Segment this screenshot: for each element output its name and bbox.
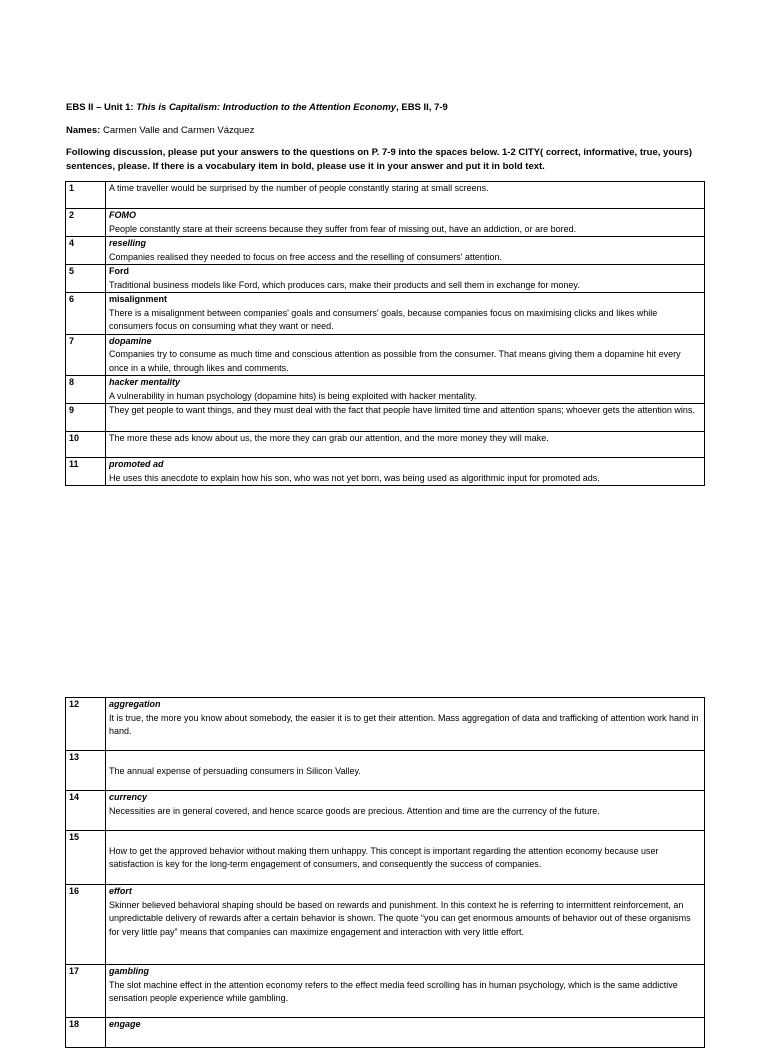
answer-cell — [106, 404, 705, 432]
vocab-term — [109, 831, 701, 845]
vocab-term: effort — [109, 886, 132, 896]
table-row — [66, 334, 705, 376]
answer-text: The more these ads know about us, the more they can grab our attention, and the more money they will make. — [109, 433, 549, 443]
answer-cell — [106, 334, 705, 376]
answers-table-2 — [65, 697, 705, 1048]
table-row — [66, 751, 705, 791]
answer-cell — [106, 209, 705, 237]
answer-cell — [106, 265, 705, 293]
answer-cell — [106, 1018, 705, 1048]
answer-cell — [106, 831, 705, 885]
answer-text: The slot machine effect in the attention economy refers to the effect media feed scrolling has in human psychology, which is the same addictive sensation people experience while gambling. — [109, 979, 678, 1003]
answer-cell — [106, 885, 705, 965]
answer-text: Traditional business models like Ford, which produces cars, make their products and sell them in exchange for money. — [109, 279, 580, 290]
row-number: 1 — [66, 182, 106, 209]
table-row — [66, 237, 705, 265]
table-row — [66, 293, 705, 335]
vocab-term: promoted ad — [109, 459, 164, 469]
vocab-term: FOMO — [109, 210, 136, 220]
row-number: 16 — [66, 885, 106, 965]
answer-cell — [106, 698, 705, 751]
row-number: 4 — [66, 237, 106, 265]
answer-text: He uses this anecdote to explain how his son, who was not yet born, was being used as algorithmic input for promoted ads. — [109, 472, 600, 483]
row-number: 10 — [66, 432, 106, 458]
table-row — [66, 965, 705, 1018]
answer-text: They get people to want things, and they must deal with the fact that people have limited time and attention spans; whoever gets the attention wins. — [109, 405, 695, 415]
answer-text: It is true, the more you know about somebody, the easier it is to get their attention. Mass aggregation of data and trafficking of attention work hand in hand. — [109, 712, 699, 736]
answer-cell — [106, 293, 705, 335]
answer-text: How to get the approved behavior without making them unhappy. This concept is important regarding the attention economy because user satisfaction is key for the long-term engagement of consumers, and consequently the success of companies. — [109, 845, 659, 869]
row-number: 5 — [66, 265, 106, 293]
row-number: 17 — [66, 965, 106, 1018]
answer-text: A vulnerability in human psychology (dopamine hits) is being exploited with hacker mentality. — [109, 390, 477, 401]
table-row — [66, 376, 705, 404]
table-row — [66, 791, 705, 831]
row-number: 8 — [66, 376, 106, 404]
answer-cell — [106, 965, 705, 1018]
row-number: 12 — [66, 698, 106, 751]
title-suffix: , EBS II, 7-9 — [396, 102, 448, 113]
row-number: 14 — [66, 791, 106, 831]
vocab-term: aggregation — [109, 699, 161, 709]
table-row — [66, 182, 705, 209]
answer-text: Skinner believed behavioral shaping should be based on rewards and punishment. In this context he is referring to intermittent reinforcement, an unpredictable delivery of rewards after a certain behavior is shown. The quote “you can get enormous amounts of behavior out of these organisms for very little pay” means that companies can maximize engagement and interaction with very little effort. — [109, 899, 691, 937]
table-row — [66, 265, 705, 293]
document-title — [66, 102, 706, 114]
vocab-term: currency — [109, 792, 148, 802]
title-italic: This is Capitalism: Introduction to the Attention Economy — [136, 102, 397, 113]
answer-cell — [106, 237, 705, 265]
row-number: 11 — [66, 458, 106, 486]
table-row — [66, 432, 705, 458]
answer-cell — [106, 432, 705, 458]
answer-cell — [106, 182, 705, 209]
table-row — [66, 698, 705, 751]
names-value: Carmen Valle and Carmen Vázquez — [100, 125, 255, 136]
answer-text: There is a misalignment between companies' goals and consumers' goals, because companies focus on maximising clicks and likes while consumers focus on consuming what they want or need. — [109, 307, 658, 331]
vocab-term — [109, 751, 701, 765]
vocab-term: engage — [109, 1019, 141, 1029]
row-number: 7 — [66, 334, 106, 376]
answer-text: The annual expense of persuading consumers in Silicon Valley. — [109, 765, 361, 776]
row-number: 2 — [66, 209, 106, 237]
answer-cell — [106, 376, 705, 404]
answer-cell — [106, 458, 705, 486]
instructions: Following discussion, please put your answers to the questions on P. 7-9 into the spaces below. 1-2 CITY( correct, informative, true, yours) sentences, please. If there is a vocabulary item in bold, please use it in your answer and put it in bold text. — [66, 147, 693, 172]
vocab-term: gambling — [109, 966, 149, 976]
vocab-term: misalignment — [109, 294, 168, 304]
answer-text: Necessities are in general covered, and hence scarce goods are precious. Attention and time are the currency of the future. — [109, 805, 600, 816]
row-number: 13 — [66, 751, 106, 791]
answer-text: A time traveller would be surprised by the number of people constantly staring at small screens. — [109, 183, 489, 193]
answers-table-1 — [65, 181, 705, 486]
row-number: 9 — [66, 404, 106, 432]
vocab-term: dopamine — [109, 335, 152, 346]
title-prefix: EBS II – Unit 1: — [66, 102, 137, 113]
row-number: 18 — [66, 1018, 106, 1048]
names-line — [66, 125, 706, 137]
vocab-term: reselling — [109, 238, 147, 248]
vocab-term: Ford — [109, 266, 129, 276]
answer-text: People constantly stare at their screens because they suffer from fear of missing out, have an addiction, or are bored. — [109, 223, 577, 234]
vocab-term: hacker mentality — [109, 377, 181, 387]
answer-cell — [106, 751, 705, 791]
table-row — [66, 831, 705, 885]
table-row — [66, 458, 705, 486]
answer-text: Companies try to consume as much time and conscious attention as possible from the consumer. That means giving them a dopamine hit every once in a while, through likes and comments. — [109, 349, 681, 373]
table-row — [66, 885, 705, 965]
answer-cell — [106, 791, 705, 831]
table-row — [66, 209, 705, 237]
names-label: Names: — [66, 125, 101, 136]
row-number: 6 — [66, 293, 106, 335]
answer-text: Companies realised they needed to focus on free access and the reselling of consumers' attention. — [109, 251, 502, 262]
table-row — [66, 1018, 705, 1048]
table-row — [66, 404, 705, 432]
row-number: 15 — [66, 831, 106, 885]
